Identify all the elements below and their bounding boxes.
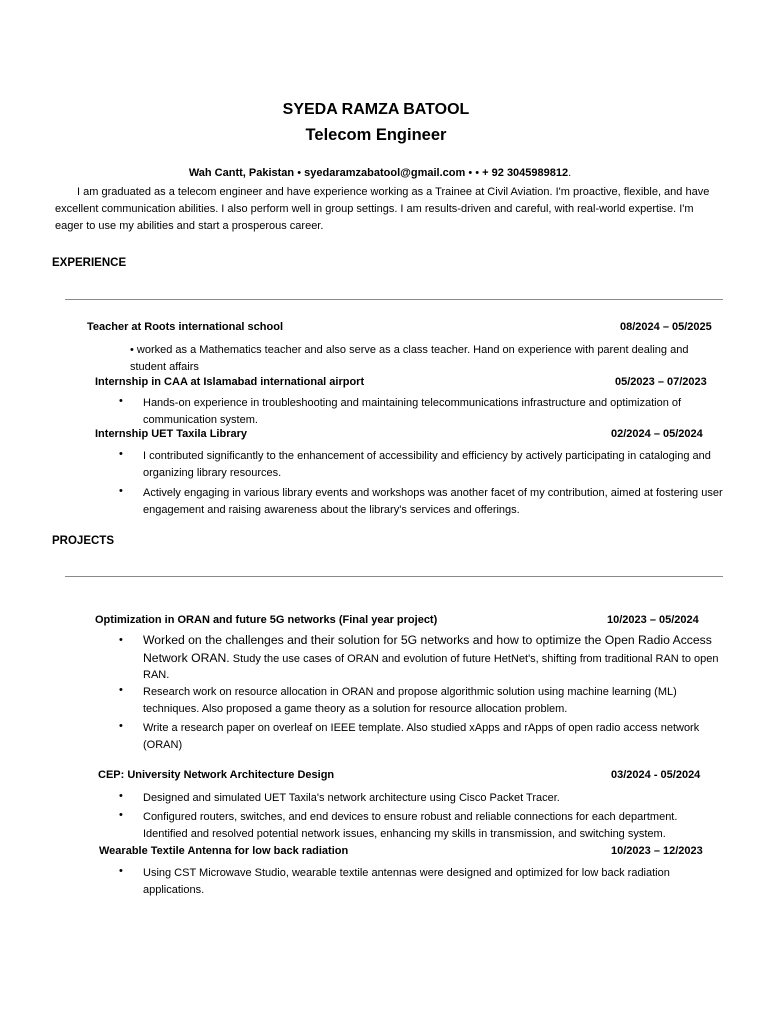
job-date: 05/2023 – 07/2023 xyxy=(615,376,707,388)
project-bullet-text: Write a research paper on overleaf on IEEE template. Also studied xApps and rApps of open radio access network (ORAN) xyxy=(143,722,700,751)
separator: • xyxy=(468,167,473,179)
candidate-name: SYEDA RAMZA BATOOL xyxy=(282,101,470,118)
project-bullet-rest: Study the use cases of ORAN and evolution of future HetNet's, shifting from traditional RAN to open RAN. xyxy=(143,652,719,681)
projects-heading: PROJECTS xyxy=(52,535,114,547)
bullet-icon: • xyxy=(119,448,123,460)
bullet-icon: • xyxy=(119,634,123,646)
project-bullet-text: Designed and simulated UET Taxila's network architecture using Cisco Packet Tracer. xyxy=(143,792,560,804)
project-bullet-text: Research work on resource allocation in ORAN and propose algorithmic solution using machine learning (ML) techniques. Also proposed a game theory as a solution for resource allocation problem. xyxy=(143,686,677,715)
project-title: CEP: University Network Architecture Design xyxy=(98,769,335,781)
project-bullet-text xyxy=(143,632,723,684)
bullet-icon: • xyxy=(119,485,123,497)
experience-heading: EXPERIENCE xyxy=(52,257,127,269)
contact-line xyxy=(0,167,760,179)
job-bullet-text: • worked as a Mathematics teacher and also serve as a class teacher. Hand on experience with parent dealing and student affairs xyxy=(130,344,689,373)
section-divider xyxy=(65,576,723,577)
bullet-icon: • xyxy=(119,720,123,732)
bullet-icon: • xyxy=(119,790,123,802)
location: Wah Cantt, Pakistan xyxy=(188,167,295,179)
project-bullet-text: Configured routers, switches, and end devices to ensure robust and reliable connections for each department. Identified and resolved potential network issues, enhancing my skills in transmission, and switching system. xyxy=(143,811,678,840)
project-date: 03/2024 - 05/2024 xyxy=(611,769,701,781)
job-bullet-text: Hands-on experience in troubleshooting and maintaining telecommunications infrastructure and optimization of communication system. xyxy=(143,397,682,426)
job-date: 02/2024 – 05/2024 xyxy=(611,428,703,440)
job-bullet-text: I contributed significantly to the enhancement of accessibility and efficiency by actively participating in cataloging and organizing library resources. xyxy=(143,450,711,479)
contact-end: . xyxy=(568,167,572,179)
project-bullet-text: Using CST Microwave Studio, wearable textile antennas were designed and optimized for low back radiation applications. xyxy=(143,867,670,896)
separator: • xyxy=(475,167,480,179)
bullet-icon: • xyxy=(119,865,123,877)
job-title: Teacher at Roots international school xyxy=(87,321,283,333)
phone: + 92 3045989812 xyxy=(482,167,569,179)
project-bullet-lead: Worked on the challenges and their solution for 5G networks and how to optimize the Open Radio Access Network ORAN. xyxy=(143,633,712,665)
project-title: Wearable Textile Antenna for low back radiation xyxy=(99,845,349,857)
job-bullet xyxy=(130,342,720,375)
project-title: Optimization in ORAN and future 5G networks (Final year project) xyxy=(95,614,438,626)
job-title: Internship UET Taxila Library xyxy=(95,428,247,440)
job-title: Internship in CAA at Islamabad international airport xyxy=(95,376,365,388)
summary-paragraph: I am graduated as a telecom engineer and have experience working as a Trainee at Civil Aviation. I'm proactive, flexible, and have excellent communication abilities. I also perform well in group settings. I am results-driven and careful, with real-world expertise. I'm eager to use my abilities and start a prosperous career. xyxy=(55,186,710,232)
separator: • xyxy=(297,167,302,179)
email: syedaramzabatool@gmail.com xyxy=(304,167,466,179)
bullet-icon: • xyxy=(119,395,123,407)
project-date: 10/2023 – 05/2024 xyxy=(607,614,699,626)
project-date: 10/2023 – 12/2023 xyxy=(611,845,703,857)
bullet-icon: • xyxy=(119,684,123,696)
job-date: 08/2024 – 05/2025 xyxy=(620,321,712,333)
candidate-title: Telecom Engineer xyxy=(305,126,447,144)
section-divider xyxy=(65,299,723,300)
bullet-icon: • xyxy=(119,809,123,821)
job-bullet-text: Actively engaging in various library events and workshops was another facet of my contribution, aimed at fostering user engagement and raising awareness about the library's services and offerings. xyxy=(143,487,723,516)
